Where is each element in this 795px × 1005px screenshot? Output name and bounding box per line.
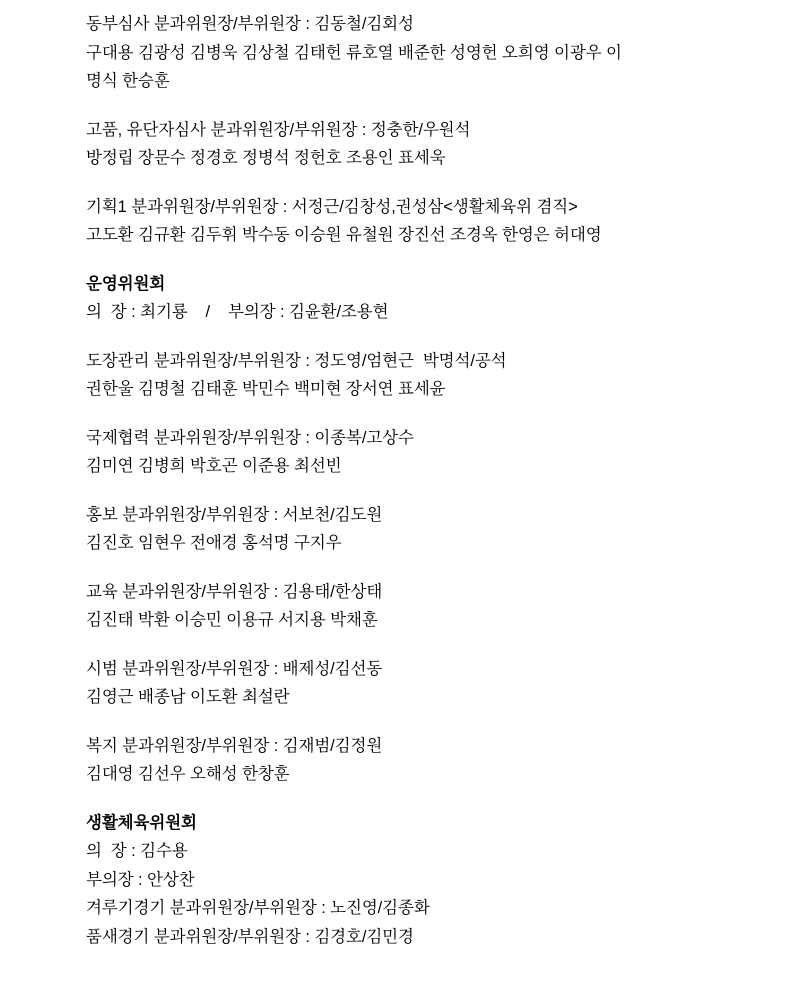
text-line: 고도환 김규환 김두휘 박수동 이승원 유철원 장진선 조경옥 한영은 허대영 xyxy=(86,226,602,244)
text-line: 의 장 : 김수용 xyxy=(86,842,188,860)
text-line: 방정립 장문수 정경호 정병석 정헌호 조용인 표세욱 xyxy=(86,149,446,167)
text-block xyxy=(86,193,709,250)
text-line: 복지 분과위원장/부위원장 : 김재범/김정원 xyxy=(86,736,383,755)
text-line: 시범 분과위원장/부위원장 : 배제성/김선동 xyxy=(86,659,383,678)
text-line: 고품, 유단자심사 분과위원장/부위원장 : 정충한/우원석 xyxy=(86,120,471,139)
text-block xyxy=(86,10,709,96)
text-block xyxy=(86,655,709,712)
text-block xyxy=(86,732,709,789)
text-line: 도장관리 분과위원장/부위원장 : 정도영/엄현근 박명석/공석 xyxy=(86,351,507,370)
text-line: 겨루기경기 분과위원장/부위원장 : 노진영/김종화 xyxy=(86,899,430,917)
section-saenghwal-cheyuk-wiwonhoe xyxy=(86,809,709,952)
text-line: 홍보 분과위원장/부위원장 : 서보천/김도원 xyxy=(86,505,383,524)
text-block xyxy=(86,116,709,173)
text-block xyxy=(86,578,709,635)
text-line: 김영근 배종남 이도환 최설란 xyxy=(86,688,290,706)
text-line: 교육 분과위원장/부위원장 : 김용태/한상태 xyxy=(86,582,383,601)
text-line: 기획1 분과위원장/부위원장 : 서정근/김창성,권성삼<생활체육위 겸직> xyxy=(86,197,578,216)
text-block xyxy=(86,424,709,481)
text-line: 김대영 김선우 오해성 한창훈 xyxy=(86,765,290,783)
text-line: 권한울 김명철 김태훈 박민수 백미현 장서연 표세윤 xyxy=(86,380,446,398)
text-line: 김진호 임현우 전애경 홍석명 구지우 xyxy=(86,534,342,552)
section-unyeong-wiwonhoe xyxy=(86,270,709,327)
text-block xyxy=(86,501,709,558)
text-line: 품새경기 분과위원장/부위원장 : 김경호/김민경 xyxy=(86,927,414,946)
text-line: 부의장 : 안상찬 xyxy=(86,870,195,889)
text-line: 김미연 김병희 박호곤 이준용 최선빈 xyxy=(86,457,342,475)
section-heading: 운영위원회 xyxy=(86,274,166,293)
text-block xyxy=(86,347,709,404)
text-line: 김진태 박환 이승민 이용규 서지용 박채훈 xyxy=(86,611,378,629)
text-line: 구대용 김광성 김병욱 김상철 김태헌 류호열 배준한 성영헌 오희영 이광우 이 xyxy=(86,43,622,62)
text-line: 의 장 : 최기룡 / 부의장 : 김윤환/조용현 xyxy=(86,303,389,321)
section-heading: 생활체육위원회 xyxy=(86,813,197,832)
text-line: 국제협력 분과위원장/부위원장 : 이종복/고상수 xyxy=(86,428,414,447)
text-line: 동부심사 분과위원장/부위원장 : 김동철/김회성 xyxy=(86,15,414,33)
text-line: 명식 한승훈 xyxy=(86,72,170,90)
